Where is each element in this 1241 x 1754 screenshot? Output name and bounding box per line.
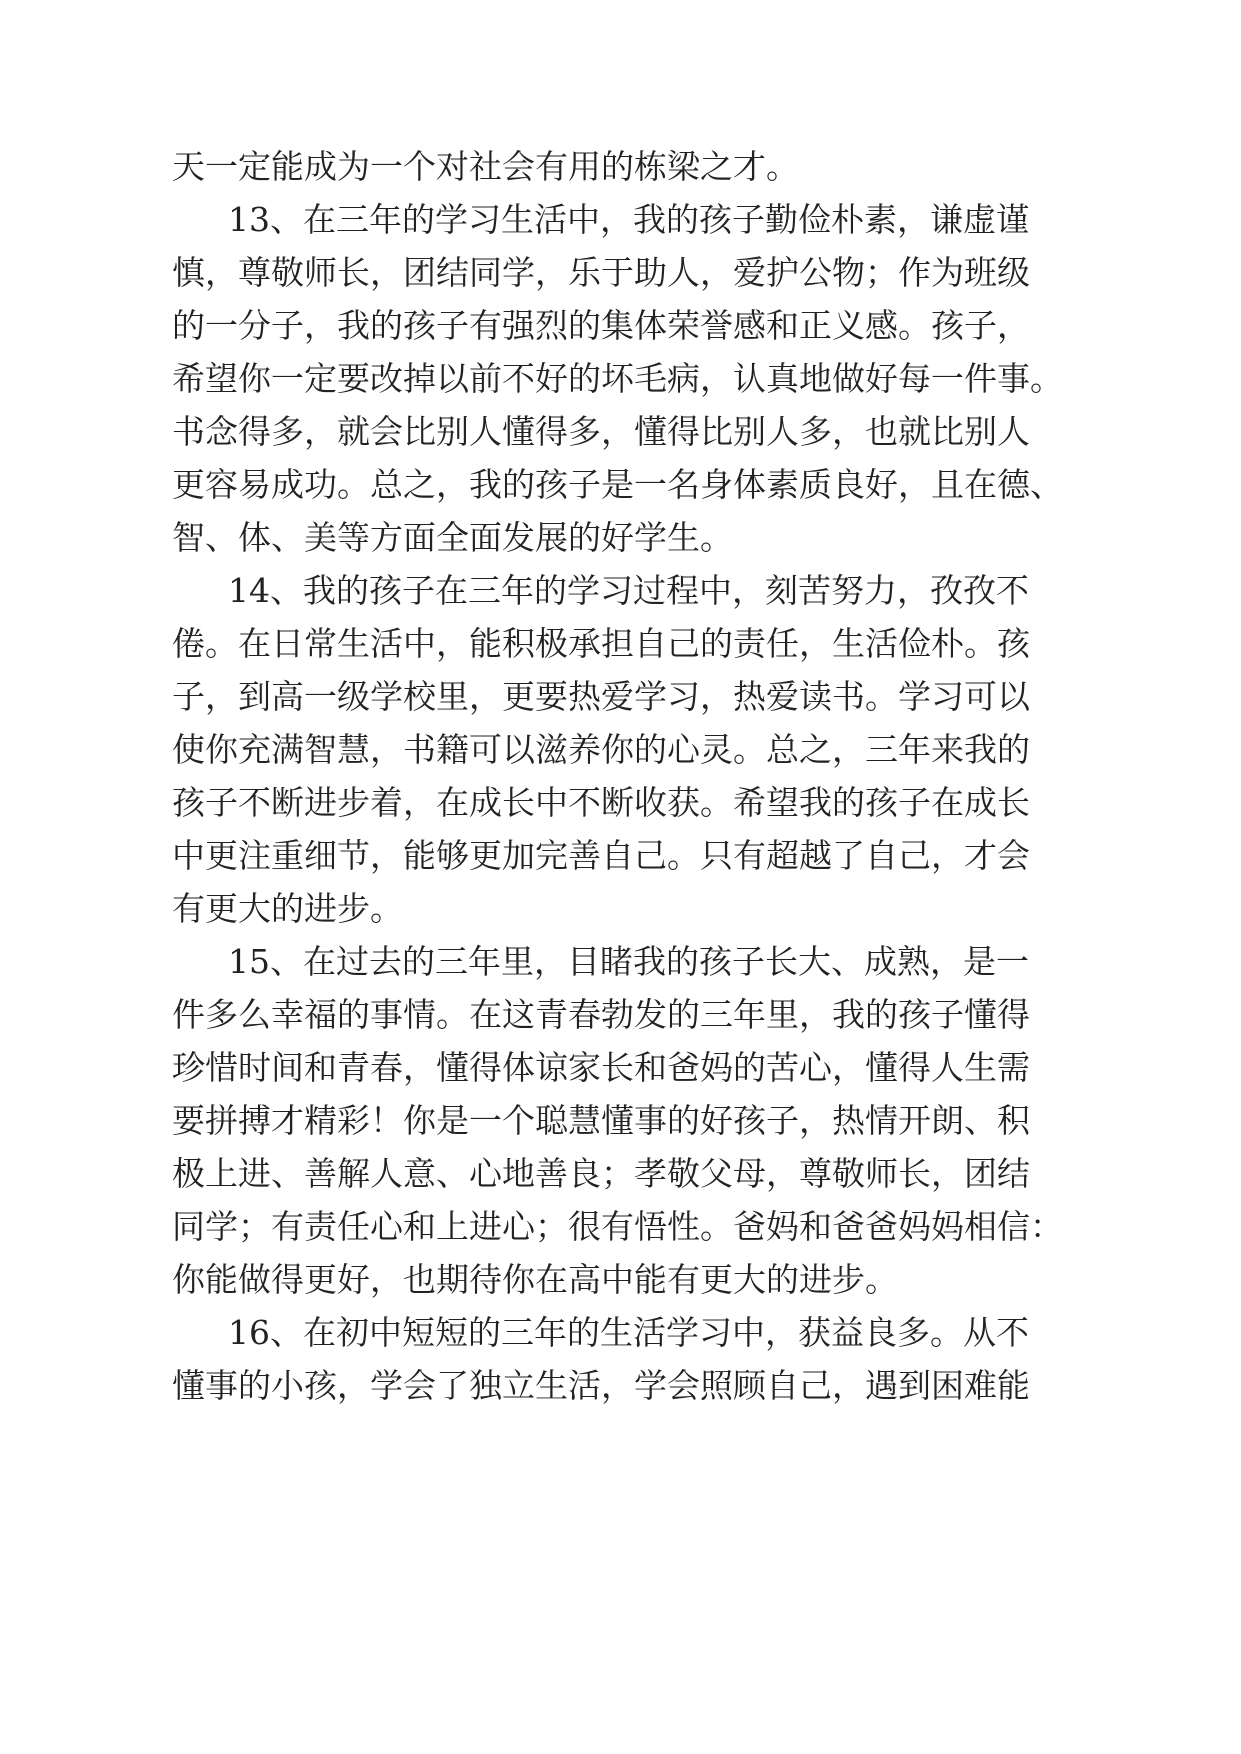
text-line	[0, 677, 1241, 717]
text-line	[0, 836, 1241, 876]
text-line	[0, 624, 1241, 664]
line-text: 要拼搏才精彩！你是一个聪慧懂事的好孩子，热情开朗、积	[172, 1101, 1030, 1140]
text-line	[0, 995, 1241, 1035]
text-line	[0, 730, 1241, 770]
text-line	[0, 1366, 1241, 1406]
line-text: 中更注重细节，能够更加完善自己。只有超越了自己，才会	[172, 836, 1030, 875]
line-text: 孩子不断进步着，在成长中不断收获。希望我的孩子在成长	[172, 783, 1030, 822]
line-text: 16、在初中短短的三年的生活学习中，获益良多。从不	[228, 1313, 1029, 1352]
text-line	[0, 518, 1241, 558]
line-text: 极上进、善解人意、心地善良；孝敬父母，尊敬师长，团结	[172, 1154, 1030, 1193]
text-line	[0, 147, 1241, 187]
line-text: 希望你一定要改掉以前不好的坏毛病，认真地做好每一件事。	[172, 359, 1063, 398]
line-text: 15、在过去的三年里，目睹我的孩子长大、成熟，是一	[228, 942, 1029, 981]
line-text: 13、在三年的学习生活中，我的孩子勤俭朴素，谦虚谨	[228, 200, 1029, 239]
line-text: 智、体、美等方面全面发展的好学生。	[172, 518, 733, 557]
text-line	[0, 306, 1241, 346]
text-line	[0, 889, 1241, 929]
line-text: 子，到高一级学校里，更要热爱学习，热爱读书。学习可以	[172, 677, 1030, 716]
line-text: 使你充满智慧，书籍可以滋养你的心灵。总之，三年来我的	[172, 730, 1030, 769]
line-text: 的一分子，我的孩子有强烈的集体荣誉感和正义感。孩子，	[172, 306, 1030, 345]
line-text: 同学；有责任心和上进心；很有悟性。爸妈和爸爸妈妈相信：	[172, 1207, 1063, 1246]
text-line	[0, 1313, 1241, 1353]
line-text: 书念得多，就会比别人懂得多，懂得比别人多，也就比别人	[172, 412, 1030, 451]
text-line	[0, 412, 1241, 452]
text-line	[0, 571, 1241, 611]
line-text: 倦。在日常生活中，能积极承担自己的责任，生活俭朴。孩	[172, 624, 1030, 663]
line-text: 14、我的孩子在三年的学习过程中，刻苦努力，孜孜不	[228, 571, 1029, 610]
line-text: 天一定能成为一个对社会有用的栋梁之才。	[172, 147, 799, 186]
line-text: 件多么幸福的事情。在这青春勃发的三年里，我的孩子懂得	[172, 995, 1030, 1034]
line-text: 更容易成功。总之，我的孩子是一名身体素质良好，且在德、	[172, 465, 1063, 504]
text-line	[0, 942, 1241, 982]
text-line	[0, 1207, 1241, 1247]
text-line	[0, 465, 1241, 505]
text-line	[0, 1101, 1241, 1141]
text-line	[0, 359, 1241, 399]
line-text: 慎，尊敬师长，团结同学，乐于助人，爱护公物；作为班级	[172, 253, 1030, 292]
line-text: 有更大的进步。	[172, 889, 403, 928]
line-text: 懂事的小孩，学会了独立生活，学会照顾自己，遇到困难能	[172, 1366, 1030, 1405]
text-line	[0, 1154, 1241, 1194]
text-line	[0, 1048, 1241, 1088]
text-line	[0, 200, 1241, 240]
line-text: 珍惜时间和青春，懂得体谅家长和爸妈的苦心，懂得人生需	[172, 1048, 1030, 1087]
text-line	[0, 783, 1241, 823]
line-text: 你能做得更好，也期待你在高中能有更大的进步。	[172, 1260, 898, 1299]
text-line	[0, 253, 1241, 293]
text-line	[0, 1260, 1241, 1300]
